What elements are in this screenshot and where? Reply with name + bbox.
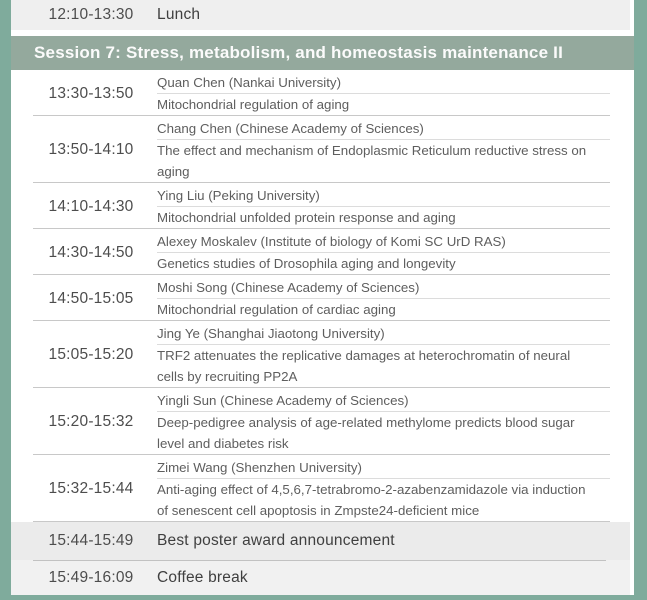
session-title: Session 7: Stress, metabolism, and homeostasis maintenance II	[34, 43, 563, 62]
talk-details	[157, 185, 634, 228]
talk-row	[11, 183, 634, 229]
coffee-break-row	[11, 561, 630, 595]
talk-row	[11, 455, 634, 522]
talk-time: 14:30-14:50	[48, 243, 134, 261]
talk-row	[11, 116, 634, 183]
talk-time: 13:50-14:10	[48, 141, 134, 158]
talk-title: Mitochondrial unfolded protein response and aging	[157, 210, 456, 225]
talk-time: 13:30-13:50	[48, 84, 134, 102]
talk-row	[11, 275, 634, 321]
talk-details	[157, 323, 634, 387]
talk-details	[157, 72, 634, 115]
talk-time: 15:32-15:44	[48, 480, 134, 497]
talk-speaker: Zimei Wang (Shenzhen University)	[157, 460, 362, 475]
best-poster-time: 15:44-15:49	[48, 532, 134, 549]
session-header-band	[11, 36, 634, 70]
talk-speaker: Yingli Sun (Chinese Academy of Sciences)	[157, 393, 409, 408]
talk-speaker: Jing Ye (Shanghai Jiaotong University)	[157, 326, 385, 341]
right-frame-bar	[634, 0, 647, 600]
lunch-label: Lunch	[157, 6, 201, 23]
talk-row	[11, 70, 634, 116]
best-poster-row	[11, 522, 630, 560]
talk-title: Genetics studies of Drosophila aging and longevity	[157, 256, 456, 271]
bottom-frame-strip	[0, 595, 647, 600]
talk-time: 15:20-15:32	[48, 413, 134, 430]
talk-row	[11, 321, 634, 388]
talk-speaker: Quan Chen (Nankai University)	[157, 75, 342, 90]
talk-title: Anti-aging effect of 4,5,6,7-tetrabromo-2-azabenzamidazole via induction of senescent cell apoptosis in Zmpste24-deficient mice	[157, 482, 586, 518]
talk-title: The effect and mechanism of Endoplasmic Reticulum reductive stress on aging	[157, 143, 587, 179]
talk-details	[157, 231, 634, 274]
talk-details	[157, 457, 634, 521]
talk-title: Mitochondrial regulation of cardiac aging	[157, 302, 396, 317]
schedule-content	[11, 0, 634, 595]
lunch-row	[11, 0, 630, 30]
talk-title: Deep-pedigree analysis of age-related methylome predicts blood sugar level and diabetes risk	[157, 415, 575, 451]
talk-time: 14:50-15:05	[48, 289, 134, 307]
talk-speaker: Ying Liu (Peking University)	[157, 188, 320, 203]
talk-speaker: Moshi Song (Chinese Academy of Sciences)	[157, 280, 420, 295]
talk-details	[157, 277, 634, 320]
talk-details	[157, 390, 634, 454]
coffee-break-time: 15:49-16:09	[48, 569, 134, 586]
talks-table	[11, 70, 634, 522]
talk-row	[11, 388, 634, 455]
coffee-break-label: Coffee break	[157, 569, 248, 586]
talk-row	[11, 229, 634, 275]
talk-speaker: Chang Chen (Chinese Academy of Sciences)	[157, 121, 424, 136]
talk-speaker: Alexey Moskalev (Institute of biology of Komi SC UrD RAS)	[157, 234, 506, 249]
lunch-time: 12:10-13:30	[48, 6, 134, 23]
talk-details	[157, 118, 634, 182]
talk-time: 15:05-15:20	[48, 346, 134, 363]
best-poster-label: Best poster award announcement	[157, 532, 395, 549]
left-frame-bar	[0, 0, 11, 600]
talk-time: 14:10-14:30	[48, 197, 134, 215]
talk-title: TRF2 attenuates the replicative damages at heterochromatin of neural cells by recruiting PP2A	[157, 348, 571, 384]
talk-title: Mitochondrial regulation of aging	[157, 97, 350, 112]
